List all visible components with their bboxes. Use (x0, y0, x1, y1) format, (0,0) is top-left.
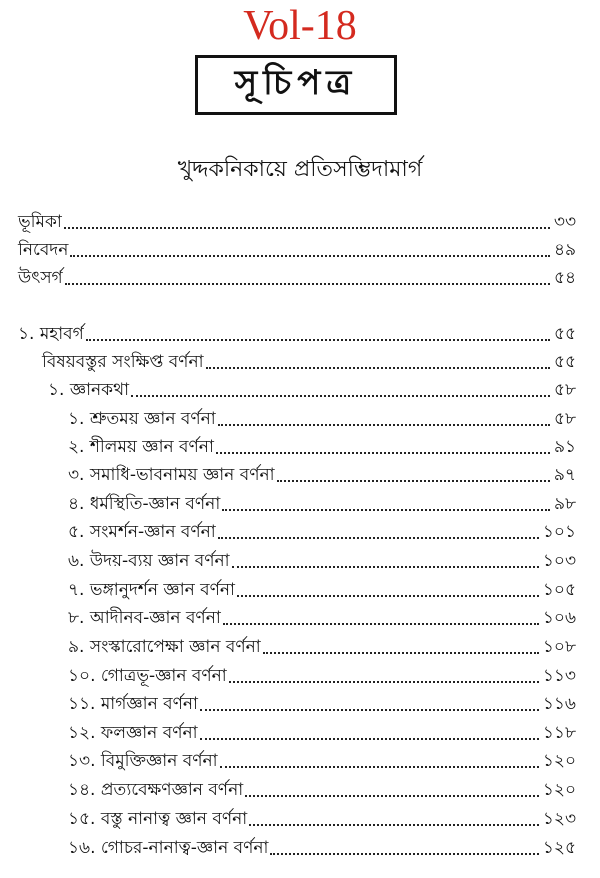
toc-entry-label: ৯. সংস্কারোপেক্ষা জ্ঞান বর্ণনা (68, 637, 261, 657)
leader-dots (65, 283, 550, 285)
toc-entry (68, 549, 576, 573)
toc-entry-label: ১. জ্ঞানকথা (48, 380, 130, 400)
book-subtitle: খুদ্দকনিকায়ে প্রতিসম্ভিদামার্গ (177, 157, 423, 182)
toc-entry (68, 778, 576, 802)
toc-entry-page: ১১৮ (542, 723, 576, 743)
toc-entry-page: ৩৩ (553, 212, 576, 232)
toc-entry-page: ৯৭ (553, 465, 576, 485)
toc-entry-page: ১০৫ (542, 580, 576, 600)
toc-entry-label: ৩. সমাধি-ভাবনাময় জ্ঞান বর্ণনা (68, 465, 275, 485)
toc-entry (68, 435, 576, 459)
leader-dots (218, 424, 550, 426)
leader-dots (232, 566, 539, 568)
toc-entry (68, 463, 576, 487)
leader-dots (222, 509, 550, 511)
toc-entry-label: ১. শ্রুতময় জ্ঞান বর্ণনা (68, 409, 216, 429)
leader-dots (229, 681, 539, 683)
leader-dots (263, 652, 539, 654)
toc-entry-page: ৫৫ (553, 352, 576, 372)
leader-dots (131, 395, 550, 397)
toc-entry-page: ১২৩ (542, 809, 576, 829)
toc-entry (18, 238, 576, 262)
toc-entry-label: নিবেদন (18, 240, 69, 260)
toc-entry-page: ৫৮ (553, 380, 576, 400)
leader-dots (64, 227, 550, 229)
toc-entry-page: ৫৪ (553, 268, 576, 288)
toc-entry (68, 721, 576, 745)
leader-dots (206, 367, 550, 369)
toc-entry-page: ১১৬ (542, 694, 576, 714)
toc-entry-page: ১২০ (542, 780, 576, 800)
toc-entry (18, 322, 576, 346)
toc-entry-page: ১২৫ (542, 838, 576, 858)
toc-entry (68, 578, 576, 602)
toc-entry-page: ৯১ (553, 437, 576, 457)
toc-entry-label: ১৪. প্রত্যবেক্ষণজ্ঞান বর্ণনা (68, 780, 244, 800)
toc-entry-label: উৎসর্গ (18, 268, 63, 288)
leader-dots (277, 480, 550, 482)
toc-entry-page: ৫৫ (553, 324, 576, 344)
toc-entry-label: ১১. মার্গজ্ঞান বর্ণনা (68, 694, 198, 714)
toc-entry (18, 210, 576, 234)
leader-dots (223, 623, 539, 625)
toc-entry-page: ১০১ (542, 522, 576, 542)
leader-dots (218, 537, 539, 539)
toc-entry (68, 836, 576, 860)
leader-dots (237, 595, 539, 597)
toc-entry (42, 350, 576, 374)
toc-entry-label: ১০. গোত্রভূ-জ্ঞান বর্ণনা (68, 666, 227, 686)
toc-entry (48, 378, 576, 402)
toc-entry (18, 266, 576, 290)
toc-entry-label: ১৬. গোচর-নানাত্ব-জ্ঞান বর্ণনা (68, 838, 269, 858)
toc-entry-label: ৭. ভঙ্গানুদর্শন জ্ঞান বর্ণনা (68, 580, 235, 600)
toc-entry-label: ৮. আদীনব-জ্ঞান বর্ণনা (68, 608, 221, 628)
toc-entry (68, 635, 576, 659)
leader-dots (86, 339, 550, 341)
toc-entry-label: ১৫. বস্তু নানাত্ব জ্ঞান বর্ণনা (68, 809, 248, 829)
toc-entry-label: ১. মহাবর্গ (18, 324, 84, 344)
toc-entry-page: ৪৯ (553, 240, 576, 260)
toc-entry-label: ৬. উদয়-ব্যয় জ্ঞান বর্ণনা (68, 551, 230, 571)
toc-entry-label: ৪. ধর্মস্থিতি-জ্ঞান বর্ণনা (68, 494, 221, 514)
toc-entry (68, 692, 576, 716)
leader-dots (249, 824, 539, 826)
leader-dots (245, 795, 539, 797)
leader-dots (70, 255, 550, 257)
toc-entry (68, 664, 576, 688)
leader-dots (200, 738, 539, 740)
page-title: সূচিপত্র (195, 55, 397, 115)
toc-entry-page: ১০৬ (542, 608, 576, 628)
toc-entry-label: ২. শীলময় জ্ঞান বর্ণনা (68, 437, 214, 457)
volume-label: Vol-18 (243, 3, 357, 49)
toc-entry (68, 749, 576, 773)
toc-entry-page: ৫৮ (553, 409, 576, 429)
leader-dots (220, 766, 539, 768)
toc-entry-label: বিষয়বস্তুর সংক্ষিপ্ত বর্ণনা (42, 352, 204, 372)
toc-entry (68, 520, 576, 544)
toc-entry-page: ১১৩ (542, 666, 576, 686)
toc-entry (68, 407, 576, 431)
toc-entry-label: ৫. সংমর্শন-জ্ঞান বর্ণনা (68, 522, 216, 542)
toc-entry-label: ১২. ফলজ্ঞান বর্ণনা (68, 723, 198, 743)
toc-entry-page: ৯৮ (553, 494, 576, 514)
toc-entry (68, 807, 576, 831)
leader-dots (216, 452, 550, 454)
toc-entry-page: ১২০ (542, 751, 576, 771)
leader-dots (200, 709, 539, 711)
toc-entry (68, 606, 576, 630)
toc-entry (68, 492, 576, 516)
toc-entry-page: ১০৩ (542, 551, 576, 571)
leader-dots (270, 853, 538, 855)
toc-entry-label: ভূমিকা (18, 212, 62, 232)
toc-entry-label: ১৩. বিমুক্তিজ্ঞান বর্ণনা (68, 751, 218, 771)
toc-entry-page: ১০৮ (542, 637, 576, 657)
